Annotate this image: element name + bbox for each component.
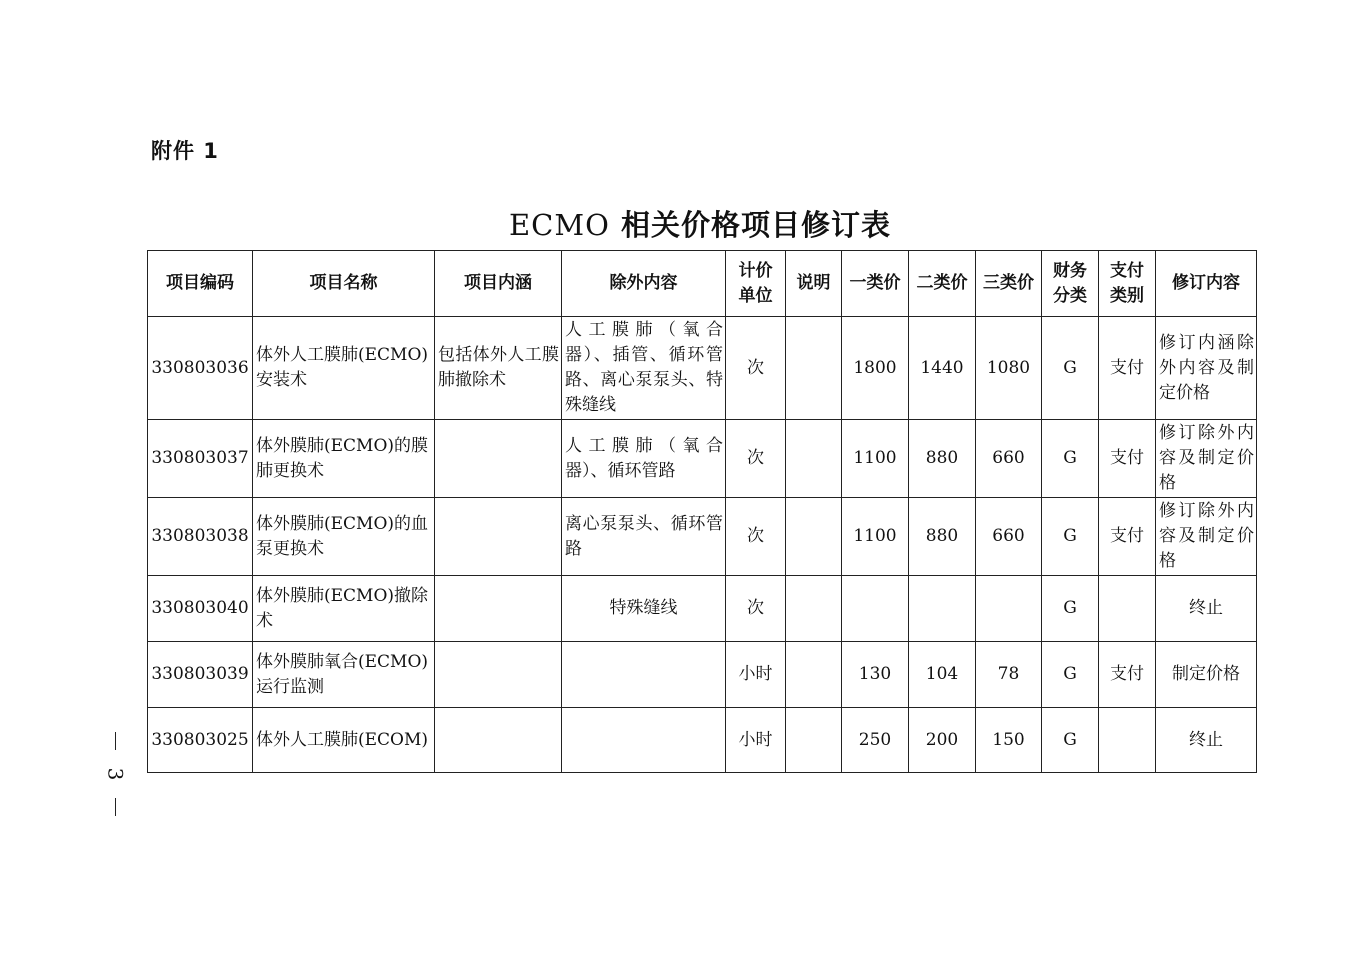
cell-name: 体外膜肺(ECMO)撤除术 (253, 576, 435, 642)
cell-code: 330803036 (148, 317, 253, 420)
cell-finance: G (1042, 317, 1099, 420)
title-main: 相关价格项目修订表 (620, 208, 891, 242)
cell-name: 体外人工膜肺(ECOM) (253, 708, 435, 773)
cell-price1: 1800 (842, 317, 909, 420)
cell-scope (435, 708, 562, 773)
cell-finance: G (1042, 420, 1099, 498)
cell-price2 (909, 576, 976, 642)
header-unit: 计价单位 (726, 251, 786, 317)
header-scope: 项目内涵 (435, 251, 562, 317)
table-row (148, 708, 1257, 773)
cell-scope (435, 420, 562, 498)
cell-code: 330803040 (148, 576, 253, 642)
cell-code: 330803025 (148, 708, 253, 773)
page-number-dash-top (115, 732, 116, 750)
cell-excluded (562, 708, 726, 773)
header-price3: 三类价 (976, 251, 1042, 317)
cell-name: 体外膜肺(ECMO)的血泵更换术 (253, 498, 435, 576)
cell-price1 (842, 576, 909, 642)
page-number (101, 732, 129, 816)
cell-payment (1099, 708, 1156, 773)
table-header-row (148, 251, 1257, 317)
cell-price3: 1080 (976, 317, 1042, 420)
cell-excluded: 离心泵泵头、循环管路 (562, 498, 726, 576)
page-number-value: 3 (102, 767, 127, 781)
table-row (148, 420, 1257, 498)
cell-unit: 次 (726, 420, 786, 498)
cell-price3: 78 (976, 642, 1042, 708)
cell-revision: 终止 (1156, 576, 1257, 642)
cell-finance: G (1042, 708, 1099, 773)
cell-name: 体外膜肺氧合(ECMO)运行监测 (253, 642, 435, 708)
cell-payment (1099, 576, 1156, 642)
header-code: 项目编码 (148, 251, 253, 317)
cell-finance: G (1042, 576, 1099, 642)
cell-price3: 150 (976, 708, 1042, 773)
cell-price2: 880 (909, 420, 976, 498)
cell-excluded (562, 642, 726, 708)
header-price1: 一类价 (842, 251, 909, 317)
cell-code: 330803039 (148, 642, 253, 708)
cell-excluded: 人工膜肺（氧合器）、插管、循环管路、离心泵泵头、特殊缝线 (562, 317, 726, 420)
cell-note (786, 642, 842, 708)
cell-revision: 修订内涵除外内容及制定价格 (1156, 317, 1257, 420)
cell-note (786, 498, 842, 576)
revision-table (147, 250, 1257, 773)
table-row (148, 642, 1257, 708)
cell-note (786, 317, 842, 420)
cell-payment: 支付 (1099, 317, 1156, 420)
cell-payment: 支付 (1099, 642, 1156, 708)
cell-price2: 104 (909, 642, 976, 708)
cell-revision: 修订除外内容及制定价格 (1156, 420, 1257, 498)
cell-price1: 1100 (842, 420, 909, 498)
cell-price1: 130 (842, 642, 909, 708)
cell-unit: 次 (726, 576, 786, 642)
cell-finance: G (1042, 498, 1099, 576)
cell-note (786, 576, 842, 642)
cell-unit: 小时 (726, 642, 786, 708)
header-name: 项目名称 (253, 251, 435, 317)
table-row (148, 498, 1257, 576)
cell-payment: 支付 (1099, 498, 1156, 576)
cell-price2: 1440 (909, 317, 976, 420)
cell-price1: 1100 (842, 498, 909, 576)
cell-price2: 200 (909, 708, 976, 773)
cell-unit: 次 (726, 498, 786, 576)
cell-scope (435, 498, 562, 576)
cell-price3: 660 (976, 420, 1042, 498)
title-prefix: ECMO (509, 208, 610, 242)
attachment-label: 附件 1 (151, 139, 219, 163)
document-title (0, 203, 1366, 244)
cell-note (786, 708, 842, 773)
cell-revision: 终止 (1156, 708, 1257, 773)
cell-payment: 支付 (1099, 420, 1156, 498)
cell-scope (435, 576, 562, 642)
cell-scope (435, 642, 562, 708)
page-number-dash-bottom (115, 798, 116, 816)
cell-price1: 250 (842, 708, 909, 773)
cell-revision: 制定价格 (1156, 642, 1257, 708)
cell-price2: 880 (909, 498, 976, 576)
cell-unit: 小时 (726, 708, 786, 773)
header-payment: 支付类别 (1099, 251, 1156, 317)
cell-unit: 次 (726, 317, 786, 420)
cell-excluded: 特殊缝线 (562, 576, 726, 642)
cell-code: 330803038 (148, 498, 253, 576)
cell-name: 体外人工膜肺(ECMO)安装术 (253, 317, 435, 420)
header-note: 说明 (786, 251, 842, 317)
cell-code: 330803037 (148, 420, 253, 498)
cell-price3 (976, 576, 1042, 642)
header-finance: 财务分类 (1042, 251, 1099, 317)
cell-finance: G (1042, 642, 1099, 708)
header-excluded: 除外内容 (562, 251, 726, 317)
header-revision: 修订内容 (1156, 251, 1257, 317)
table-row (148, 576, 1257, 642)
header-price2: 二类价 (909, 251, 976, 317)
cell-scope: 包括体外人工膜肺撤除术 (435, 317, 562, 420)
table-row (148, 317, 1257, 420)
cell-revision: 修订除外内容及制定价格 (1156, 498, 1257, 576)
cell-name: 体外膜肺(ECMO)的膜肺更换术 (253, 420, 435, 498)
cell-note (786, 420, 842, 498)
cell-price3: 660 (976, 498, 1042, 576)
cell-excluded: 人工膜肺（氧合器）、循环管路 (562, 420, 726, 498)
